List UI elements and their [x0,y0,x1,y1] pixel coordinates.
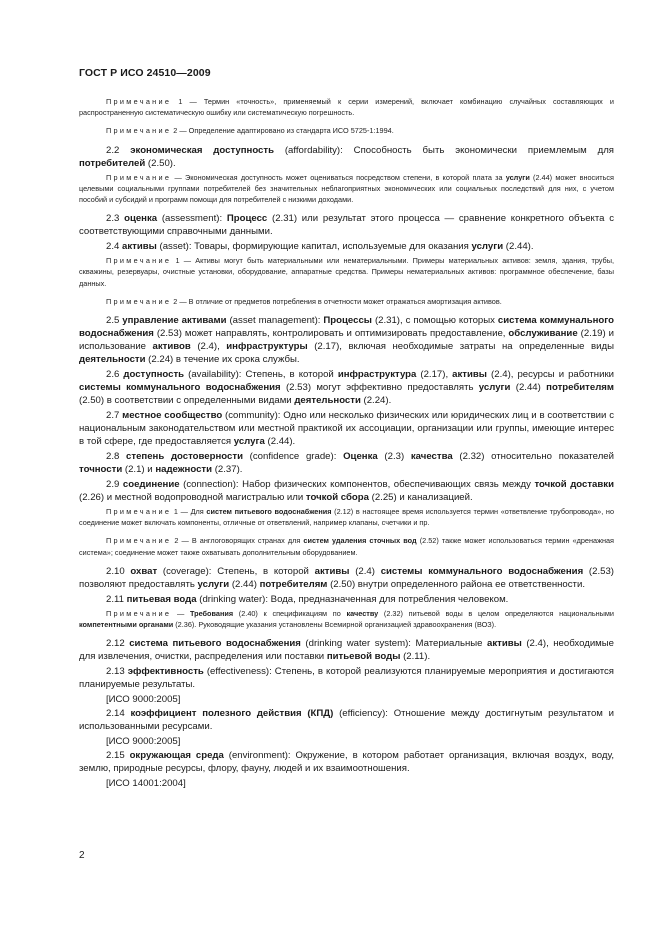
term-bold: активов [152,341,191,353]
term-bold: потребителей [79,157,146,169]
term-bold: точкой доставки [534,479,614,491]
text-run: (2.1) и [122,464,156,476]
term-bold: услуги [505,172,530,182]
text-run: (efficiency): Отношение между достигнутым результатом и использованными ресурсами. [79,708,614,733]
reference-citation [79,735,614,748]
term-bold: систем удаления сточных вод [303,536,417,546]
term-bold: коэффициент полезного действия (КПД) [130,708,334,720]
text-run: (2.52) также может использоваться термин «дренажная система»; соединение может также охватывать дополнительным оборудованием. [79,536,614,557]
term-bold: услуги [471,241,504,253]
text-run: 2.9 [106,479,123,491]
text-run: (connection): Набор физических компонентов, обеспечивающих связь между [179,479,535,491]
text-run: (2.4) [349,565,381,577]
reference-citation [79,777,614,790]
text-run: 2.6 [106,369,124,381]
text-run: (drinking water system): Материальные [300,638,487,650]
text-run: (2.19) и использование [79,328,614,353]
note-paragraph [79,125,614,136]
text-run: 2.11 [106,593,127,605]
term-definition [79,409,614,448]
text-run: (2.53) позволяют предоставлять [79,565,614,590]
text-run: (2.53) могут эффективно предоставлять [280,382,479,394]
term-bold: системы коммунального водоснабжения [79,382,281,394]
note-label: Примечание [106,507,172,517]
text-run: (drinking water): Вода, предназначенная для потребления человеком. [196,593,509,605]
text-run: (2.25) и канализацией. [368,492,473,504]
term-bold: система коммунального водоснабжения [79,315,614,340]
term-bold: качеству [346,608,379,618]
text-run: (affordability): Способность быть экономически приемлемым для [273,144,614,156]
text-run: (confidence grade): [242,451,344,463]
note-label: Примечание [106,256,172,266]
text-run: 2.15 [106,750,130,762]
term-definition [79,368,614,407]
note-paragraph [79,96,614,118]
term-definition [79,749,614,775]
term-definition [79,144,614,170]
term-bold: экономическая доступность [130,144,274,156]
term-bold: система питьевого водоснабжения [129,638,301,650]
text-run: (2.17), [416,369,453,381]
text-run: 2.4 [106,241,123,253]
term-bold: местное сообщество [122,410,223,422]
term-bold: охват [130,565,158,577]
text-run: (2.50) внутри определенного района ее ответственности. [327,578,585,590]
term-definition [79,240,614,253]
term-bold: активы [452,369,487,381]
note-paragraph [79,506,614,528]
term-bold: систем питьевого водоснабжения [206,507,332,517]
text-run: 1 — Для [171,507,207,517]
term-definition [79,450,614,476]
note-paragraph [79,535,614,557]
term-bold: Процессы [323,315,372,327]
term-definition [79,637,614,663]
text-run: 2.12 [106,638,130,650]
term-bold: оценка [124,213,158,225]
term-definition [79,665,614,691]
text-run: (2.32) относительно показателей [452,451,614,463]
text-run: (2.44) [510,382,547,394]
text-run: 2 — В отличие от предметов потребления в отчетности может отражаться амортизация активов. [171,296,502,306]
text-run: — Экономическая доступность может оцениваться посредством степени, в которой плата за [171,172,506,182]
note-label: Примечание [106,172,172,182]
term-definition [79,565,614,591]
text-run: (2.50) в соответствии с определенными видами [79,395,295,407]
term-bold: деятельности [294,395,361,407]
text-run: (2.26) и местной водопроводной магистралью или [79,492,306,504]
term-bold: обслуживание [508,328,578,340]
text-run: 1 — Термин «точность», применяемый к серии измерений, включает комбинацию случайных составляющих и распространенную систематическую ошибку или систематическую погрешность. [79,97,614,118]
text-run: (environment): Окружение, в котором работает организация, включая воздух, воду, землю, природные ресурсы, флору, фауну, людей и их взаимоотношения. [79,750,614,775]
note-label: Примечание [106,296,172,306]
text-run: 2.3 [106,213,125,225]
term-bold: активы [487,638,522,650]
text-run: [ИСО 9000:2005] [106,694,181,706]
text-run: — [171,608,190,618]
term-bold: доступность [123,369,185,381]
text-run: (asset): Товары, формирующие капитал, используемые для оказания [156,241,472,253]
term-definition [79,478,614,504]
text-run: (2.44). [503,241,534,253]
text-run: (2.4), [190,341,227,353]
term-bold: услуги [197,578,230,590]
text-run: (2.24) в течение их срока службы. [145,354,300,366]
text-run: 2.13 [106,666,128,678]
term-bold: компетентными органами [79,620,174,630]
text-run: (asset management): [226,315,324,327]
note-label: Примечание [106,608,172,618]
term-bold: потребителям [259,578,328,590]
text-run: 2 — В англоговорящих странах для [171,536,304,546]
text-run: (2.44) [229,578,260,590]
term-bold: потребителям [546,382,614,394]
text-run: (2.11). [400,651,431,663]
text-run: [ИСО 9000:2005] [106,736,181,748]
note-label: Примечание [106,97,172,106]
term-definition [79,707,614,733]
term-bold: инфраструктура [337,369,417,381]
note-paragraph [79,172,614,206]
note-paragraph [79,296,614,307]
text-run: (2.44) может вноситься целевыми социальными группами потребителей без значительных неблагоприятных экономических или социальных последствий для них, с учетом пособий и субсидий и программ помощи для потребителей с низкими доходами. [79,172,615,205]
text-run: 2.7 [106,410,123,422]
text-run: (2.12) в настоящее время используется термин «ответвление трубопровода», но соединение может включать компоненты, отличные от ответвлений, например клапаны, счетчики и пр. [79,507,614,528]
term-bold: точкой сбора [305,492,369,504]
text-run: (2.53) может направлять, контролировать и оптимизировать предоставление, [153,328,509,340]
term-definition [79,314,614,366]
text-run: (effectiveness): Степень, в которой реализуются планируемые мероприятия и достигаются планируемые результаты. [79,666,614,691]
text-run: (2.50). [145,157,176,169]
text-run: (2.4), ресурсы и работники [487,369,614,381]
text-run: (2.44). [264,436,296,448]
term-bold: питьевой воды [326,651,401,663]
text-run: (2.31), с помощью которых [371,315,498,327]
text-run: (2.37). [212,464,243,476]
term-bold: качества [410,451,453,463]
term-bold: системы коммунального водоснабжения [380,565,584,577]
term-definition [79,593,614,606]
text-run: (2.3) [377,451,411,463]
term-bold: степень достоверности [126,451,243,463]
term-bold: окружающая среда [129,750,224,762]
note-paragraph [79,255,614,289]
term-bold: эффективность [127,666,204,678]
term-bold: Процесс [226,213,268,225]
text-run: (community): Одно или несколько физических или юридических лиц и в соответствии с национальным законодательством или местной практикой их ассоциации, организации или группы, имеющие интерес в той сфере, где предоставляется [79,410,614,448]
text-run: (2.32) питьевой воды в целом определяются национальными [378,608,614,618]
term-bold: соединение [122,479,180,491]
term-bold: питьевая вода [126,593,197,605]
term-bold: Требования [189,608,234,618]
term-bold: надежности [155,464,213,476]
text-run: (2.4), необходимые для извлечения, очистки, распределения или поставки [79,638,614,663]
term-bold: деятельности [79,354,146,366]
text-run: (2.31) или результат этого процесса — сравнение конкретного объекта с соответствующими справочными данными. [79,213,614,238]
term-bold: активы [314,565,350,577]
term-bold: точности [79,464,123,476]
text-run: 2.8 [106,451,127,463]
term-definition [79,212,614,238]
page-number: 2 [79,850,85,861]
term-bold: услуга [233,436,265,448]
text-run: 2 — Определение адаптировано из стандарта ИСО 5725-1:1994. [171,126,394,136]
text-run: (2.40) к спецификациям по [233,608,347,618]
term-bold: управление активами [122,315,227,327]
text-run: (2.17), включая необходимые затраты на определенные виды [307,341,614,353]
page-header-title: ГОСТ Р ИСО 24510—2009 [79,67,211,79]
text-run: 2.10 [106,565,131,577]
term-bold: инфраструктуры [226,341,308,353]
reference-citation [79,693,614,706]
note-paragraph [79,608,614,630]
text-run: 1 — Активы могут быть материальными или нематериальными. Примеры материальных активов: земля, здания, трубы, скважины, резервуары, очистные установки, оборудование, аппаратные средства. Примеры нематериальных активов: программное обеспечение, базы данных. [79,256,614,288]
text-run: (coverage): Степень, в которой [157,565,315,577]
text-run: 2.14 [106,708,131,720]
term-bold: услуги [478,382,511,394]
text-run: (2.36). Руководящие указания установлены Всемирной организацией здравоохранения (ВОЗ). [173,620,497,630]
note-label: Примечание [106,536,172,546]
text-run: (2.24). [360,395,392,407]
document-body [79,96,614,791]
term-bold: Оценка [343,451,378,463]
text-run: 2.5 [106,315,123,327]
note-label: Примечание [106,126,172,136]
text-run: (assessment): [157,213,227,225]
text-run: 2.2 [106,144,131,156]
text-run: [ИСО 14001:2004] [106,778,186,790]
text-run: (availability): Степень, в которой [184,369,338,381]
term-bold: активы [122,241,157,253]
